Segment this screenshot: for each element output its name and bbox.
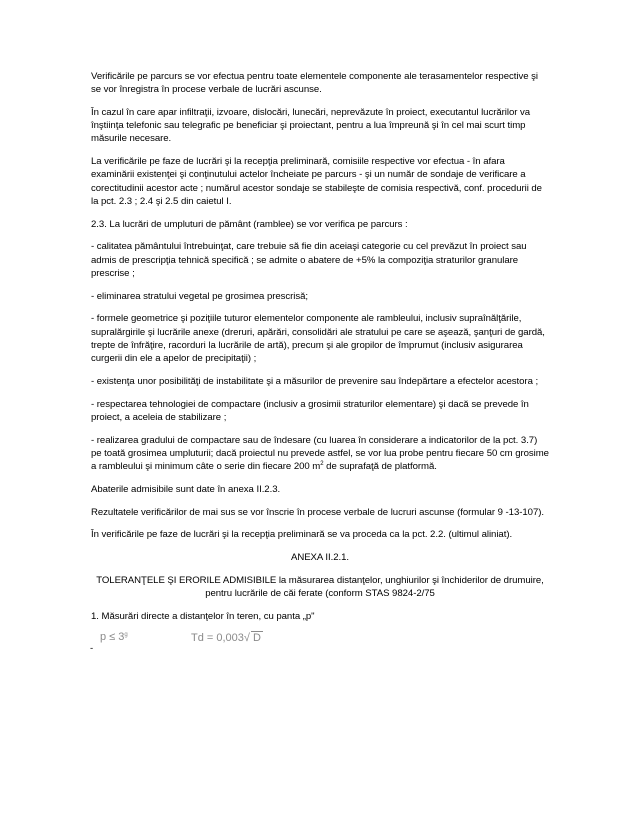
list-item-calitate-pamant: - calitatea pământului întrebuinţat, care trebuie să fie din aceiaşi categorie cu cel prevăzut în proiect sau admis de prescripţia tehnică specifică ; se admite o abatere de +5% la compoziţia straturilor granulare prescrise ;: [91, 241, 527, 279]
condition-sup: g: [124, 632, 128, 639]
formula-condition: [100, 631, 128, 643]
td-lhs: Td = 0,003: [191, 632, 244, 645]
radicand: D: [252, 632, 261, 645]
paragraph-infiltratii: În cazul în care apar infiltraţii, izvoare, dislocări, lunecări, neprevăzute în proiect, executantul lucrărilor va înştiinţa telefonic sau telegrafic pe beneficiar şi proiectant, pentru a lua împreună şi în cel mai scurt timp măsurile necesare.: [91, 107, 531, 145]
formula-dash: -: [90, 643, 94, 655]
annex-heading: TOLERANŢELE ŞI ERORILE ADMISIBILE la măsurarea distanţelor, unghiurilor şi închiderilor de drumuire, pentru lucrările de căi ferate (conform STAS 9824-2/75: [96, 575, 544, 600]
compaction-text: - realizarea gradului de compactare sau de îndesare (cu luarea în considerare a indicatorilor de la pct. 3.7) pe toată grosimea umpluturii; dacă proiectul nu prevede astfel, se vor lua probe pentru fiecare 50 cm grosime a rambleului şi minimum câte o serie din fiecare 200 m: [91, 434, 549, 473]
superscript-2: 2: [320, 461, 324, 468]
list-item-tehnologie-compactare: - respectarea tehnologiei de compactare (inclusiv a grosimii straturilor elementare) şi dacă se prevede în proiect, a aceleia de stabilizare ;: [91, 398, 529, 423]
list-item-forme-geometrice: - formele geometrice şi poziţiile tuturor elementelor componente ale rambleului, inclusiv supraînălţările, supralărgirile şi lucrările anexe (dreruri, apărări, consolidări ale stratului pe care se aşează, şanţuri de gardă, trepte de înfrăţire, racorduri la lucrările de artă), precum şi ale gropilor de împrumut (inclusiv asigurarea curgerii din ele a apelor de precipitaţii) ;: [91, 313, 545, 365]
section-heading-2-3: 2.3. La lucrări de umpluturi de pământ (ramblee) se vor verifica pe parcurs :: [91, 218, 408, 230]
formula-td: [191, 631, 263, 644]
paragraph-verificari-parcurs: Verificările pe parcurs se vor efectua pentru toate elementele componente ale terasamentelor respective şi se vor înregistra în procese verbale de lucrări ascunse.: [91, 71, 538, 96]
paragraph-receptie-preliminara: La verificările pe faze de lucrări şi la recepţia preliminară, comisiile respective vor efectua - în afara examinării existenţei şi conţinutului actelor încheiate pe parcurs - şi un număr de sondaje de verificare a corectitudinii acestor acte ; numărul acestor sondaje se stabileşte de comisia respectivă, conf. procedurii de la pct. 2.3 ; 2.4 şi 2.5 din caietul I.: [91, 156, 542, 207]
paragraph-verificari-faze: În verificările pe faze de lucrări şi la recepţia preliminară se va proceda ca la pct. 2.2. (ultimul aliniat).: [91, 529, 513, 541]
document-page: [91, 70, 549, 656]
list-item-instabilitate: - existenţa unor posibilităţi de instabilitate şi a măsurilor de prevenire sau îndepărtare a efectelor acestora ;: [91, 375, 539, 387]
formula-tolerance: [91, 630, 549, 656]
paragraph-abateri: Abaterile admisibile sunt date în anexa II.2.3.: [91, 483, 281, 495]
annex-title: ANEXA II.2.1.: [290, 552, 349, 564]
list-item-strat-vegetal: - eliminarea stratului vegetal pe grosimea prescrisă;: [91, 290, 309, 302]
list-item-grad-compactare: [91, 434, 549, 474]
compaction-tail: de suprafaţă de platformă.: [323, 461, 437, 473]
item-masurari-directe: 1. Măsurări directe a distanţelor în teren, cu panta „p": [91, 611, 315, 622]
radical-sign: √: [243, 632, 250, 645]
condition-text: p ≤ 3: [100, 631, 125, 644]
paragraph-rezultate: Rezultatele verificărilor de mai sus se vor înscrie în procese verbale de lucruri ascunse (formular 9 -13-107).: [91, 506, 545, 518]
